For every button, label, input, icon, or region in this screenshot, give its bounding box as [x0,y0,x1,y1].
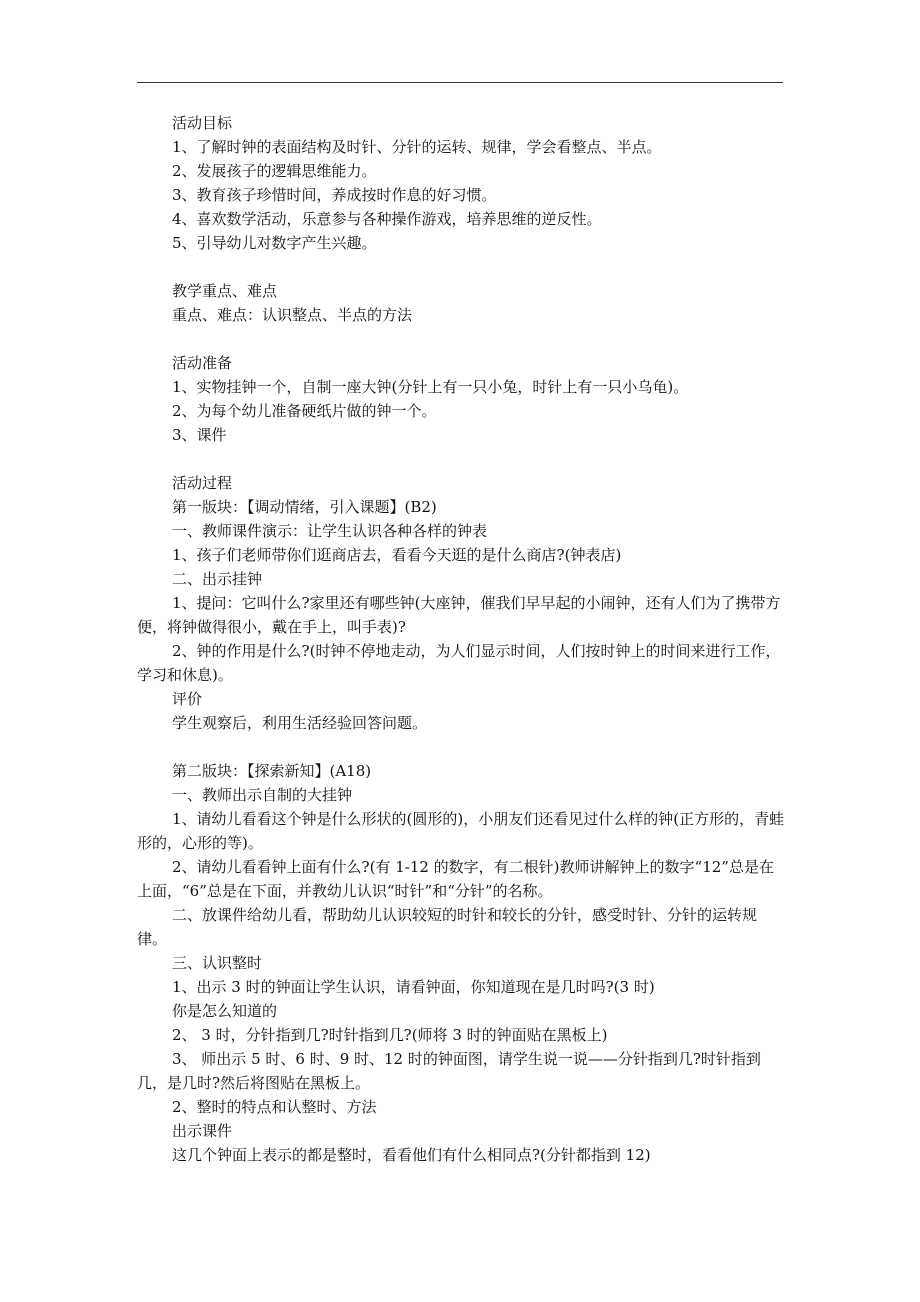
paragraph: 重点、难点：认识整点、半点的方法 [172,306,413,324]
list-item: 2、发展孩子的逻辑思维能力。 [172,162,377,180]
paragraph: 3、 师出示 5 时、6 时、9 时、12 时的钟面图，请学生说一说——分针指到几?时针指到几，是几时?然后将图贴在黑板上。 [137,1050,761,1092]
list-item: 4、喜欢数学活动，乐意参与各种操作游戏，培养思维的逆反性。 [172,210,602,228]
spacer [137,327,785,351]
paragraph: 第一版块：【调动情绪，引入课题】(B2) [172,498,437,516]
paragraph: 评价 [172,690,203,708]
paragraph: 这几个钟面上表示的都是整时，看看他们有什么相同点?(分针都指到 12) [172,1146,651,1164]
spacer [137,447,785,471]
list-item: 3、课件 [172,426,227,444]
paragraph: 一、教师课件演示：让学生认识各种各样的钟表 [172,522,488,540]
paragraph: 一、教师出示自制的大挂钟 [172,786,353,804]
paragraph: 1、请幼儿看看这个钟是什么形状的(圆形的)，小朋友们还看见过什么样的钟(正方形的，青蛙形的，心形的等)。 [137,810,785,852]
list-item: 1、了解时钟的表面结构及时针、分针的运转、规律，学会看整点、半点。 [172,138,662,156]
paragraph: 三、认识整时 [172,954,263,972]
header-rule [137,82,783,83]
paragraph: 出示课件 [172,1122,233,1140]
document-body [137,111,785,1167]
section-heading: 活动过程 [172,474,233,492]
section-heading: 教学重点、难点 [172,282,278,300]
paragraph: 二、出示挂钟 [172,570,263,588]
paragraph: 2、钟的作用是什么?(时钟不停地走动，为人们显示时间，人们按时钟上的时间来进行工作，学习和休息)。 [137,642,781,684]
paragraph: 二、放课件给幼儿看，帮助幼儿认识较短的时针和较长的分针，感受时针、分针的运转规律。 [137,906,758,948]
paragraph: 2、 3 时，分针指到几?时针指到几?(师将 3 时的钟面贴在黑板上) [172,1026,608,1044]
list-item: 5、引导幼儿对数字产生兴趣。 [172,234,377,252]
spacer [137,735,785,759]
paragraph: 1、孩子们老师带你们逛商店去，看看今天逛的是什么商店?(钟表店) [172,546,622,564]
paragraph: 1、提问：它叫什么?家里还有哪些钟(大座钟，催我们早早起的小闹钟，还有人们为了携带方便，将钟做得很小，戴在手上，叫手表)? [137,594,781,636]
paragraph: 你是怎么知道的 [172,1002,278,1020]
paragraph: 2、整时的特点和认整时、方法 [172,1098,377,1116]
list-item: 1、实物挂钟一个，自制一座大钟(分针上有一只小兔，时针上有一只小乌龟)。 [172,378,689,396]
section-heading: 活动目标 [172,114,233,132]
list-item: 3、教育孩子珍惜时间，养成按时作息的好习惯。 [172,186,497,204]
paragraph: 学生观察后，利用生活经验回答问题。 [172,714,428,732]
list-item: 2、为每个幼儿准备硬纸片做的钟一个。 [172,402,437,420]
paragraph: 第二版块：【探索新知】(A18) [172,762,372,780]
paragraph: 1、出示 3 时的钟面让学生认识，请看钟面，你知道现在是几时吗?(3 时) [172,978,655,996]
paragraph: 2、请幼儿看看钟上面有什么?(有 1-12 的数字，有二根针)教师讲解钟上的数字“12”总是在上面，“6”总是在下面，并教幼儿认识“时针”和“分针”的名称。 [137,858,774,900]
section-heading: 活动准备 [172,354,233,372]
spacer [137,255,785,279]
